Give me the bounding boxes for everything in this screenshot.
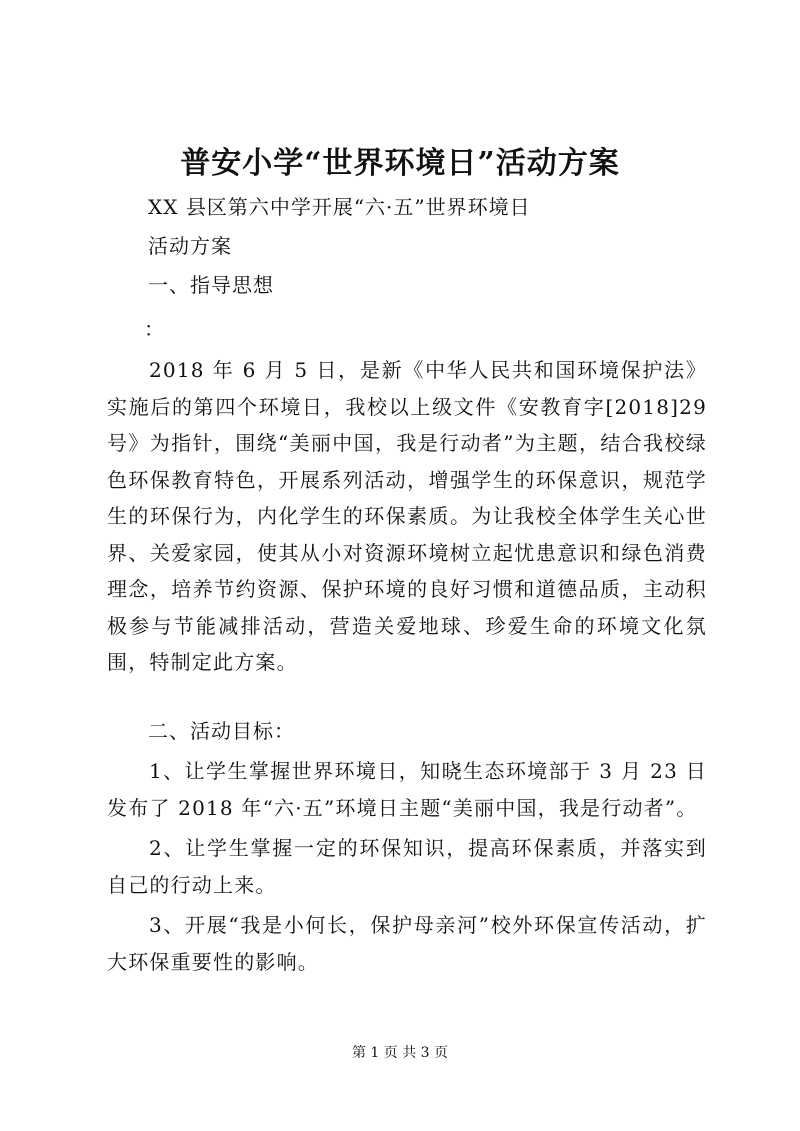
subtitle-line-1: XX 县区第六中学开展“六·五”世界环境日 [148,195,531,219]
page-footer: 第 1 页 共 3 页 [351,1045,449,1061]
goal-item-1: 1、让学生掌握世界环境日，知晓生态环境部于 3 月 23 日发布了 2018 年“六·五”环境日主题“美丽中国，我是行动者”。 [107,759,707,820]
goal-item-3: 3、开展“我是小何长，保护母亲河”校外环保宣传活动，扩大环保重要性的影响。 [107,913,707,974]
section-heading-guiding-ideology: 一、指导思想 [148,273,274,297]
section-heading-activity-goals: 二、活动目标： [148,719,295,743]
document-title: 普安小学“世界环境日”活动方案 [180,146,620,181]
colon-line: ： [144,317,165,341]
subtitle-line-2: 活动方案 [148,234,232,258]
goal-item-2: 2、让学生掌握一定的环保知识，提高环保素质，并落实到自己的行动上来。 [107,836,707,897]
paragraph-guiding-ideology: 2018 年 6 月 5 日，是新《中华人民共和国环境保护法》实施后的第四个环境日，我校以上级文件《安教育字[2018]29 号》为指针，围绕“美丽中国，我是行动者”为主题，结合我校绿色环保教育特色，开展系列活动，增强学生的环保意识，规范学生的环保行为，内化学生的环保素质。为让我校全体学生关心世界、关爱家园，使其从小对资源环境树立起忧患意识和绿色消费理念，培养节约资源、保护环境的良好习惯和道德品质，主动积极参与节能减排活动，营造关爱地球、珍爱生命的环境文化氛围，特制定此方案。 [107,358,707,674]
